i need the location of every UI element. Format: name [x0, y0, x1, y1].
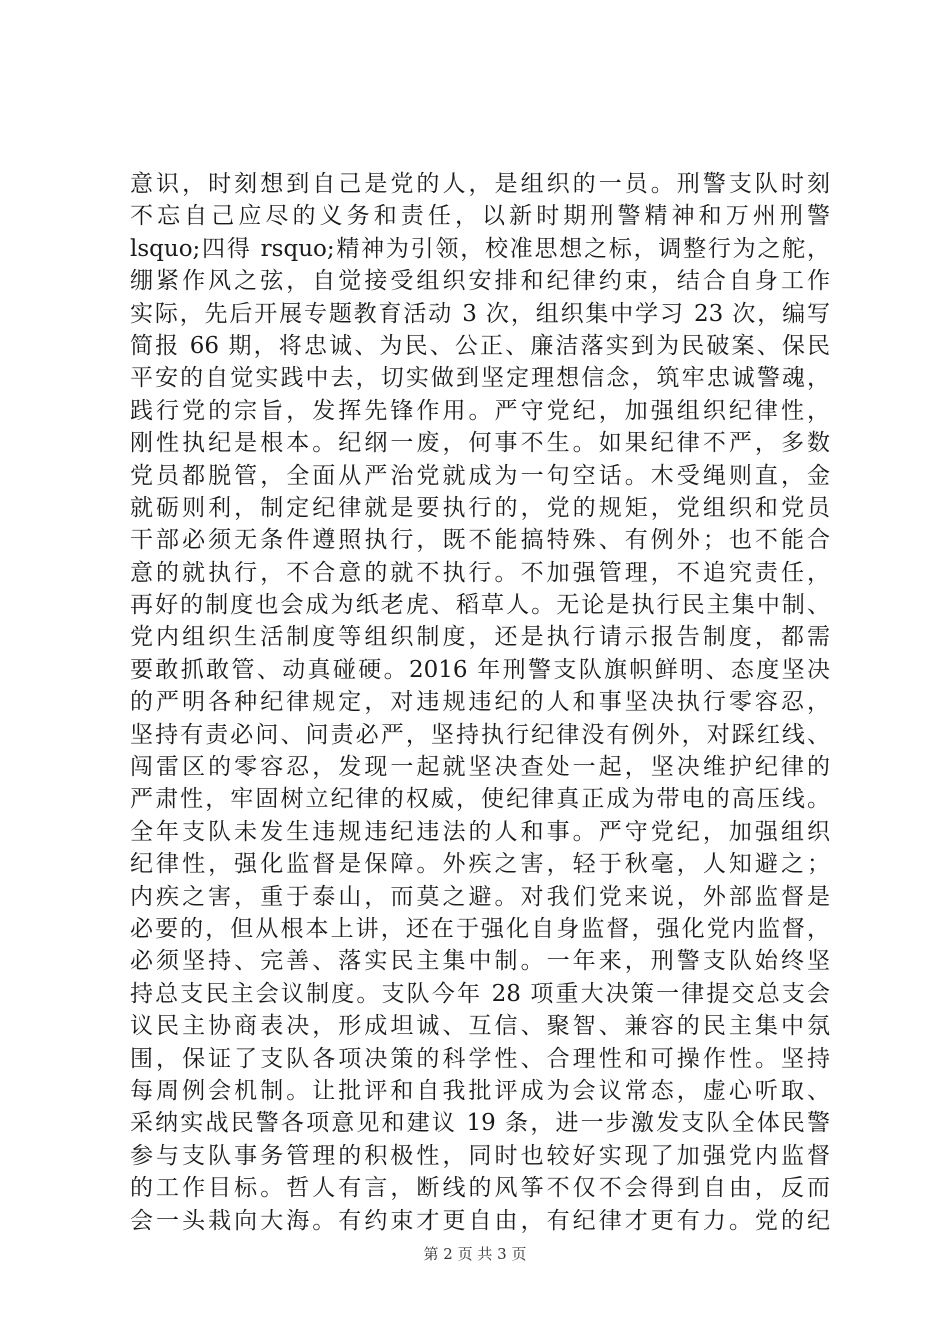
text-line: 践行党的宗旨，发挥先锋作用。严守党纪，加强组织纪律性，	[130, 397, 830, 424]
text-line: 内疾之害，重于泰山，而莫之避。对我们党来说，外部监督是	[130, 883, 830, 910]
text-line: 会一头栽向大海。有约束才更自由，有纪律才更有力。党的纪	[130, 1207, 830, 1234]
text-line: 必须坚持、完善、落实民主集中制。一年来，刑警支队始终坚	[130, 948, 830, 975]
text-line: 要敢抓敢管、动真碰硬。2016 年刑警支队旗帜鲜明、态度坚决	[130, 656, 830, 683]
text-line: 每周例会机制。让批评和自我批评成为会议常态，虚心听取、	[130, 1077, 830, 1104]
text-line: 围，保证了支队各项决策的科学性、合理性和可操作性。坚持	[130, 1045, 830, 1072]
text-line: 实际，先后开展专题教育活动 3 次，组织集中学习 23 次，编写	[130, 300, 830, 327]
text-line: 的严明各种纪律规定，对违规违纪的人和事坚决执行零容忍，	[130, 689, 830, 716]
text-line: 党内组织生活制度等组织制度，还是执行请示报告制度，都需	[130, 624, 830, 651]
text-line: 意的就执行，不合意的就不执行。不加强管理，不追究责任，	[130, 559, 830, 586]
text-line: lsquo;四得 rsquo;精神为引领，校准思想之标，调整行为之舵，	[130, 235, 830, 262]
text-line: 参与支队事务管理的积极性，同时也较好实现了加强党内监督	[130, 1142, 830, 1169]
text-line: 全年支队未发生违规违纪违法的人和事。严守党纪，加强组织	[130, 818, 830, 845]
text-line: 持总支民主会议制度。支队今年 28 项重大决策一律提交总支会	[130, 980, 830, 1007]
text-line: 平安的自觉实践中去，切实做到坚定理想信念，筑牢忠诚警魂，	[130, 365, 830, 392]
text-line: 议民主协商表决，形成坦诚、互信、聚智、兼容的民主集中氛	[130, 1013, 830, 1040]
text-line: 意识，时刻想到自己是党的人，是组织的一员。刑警支队时刻	[130, 171, 830, 197]
text-line: 简报 66 期，将忠诚、为民、公正、廉洁落实到为民破案、保民	[130, 332, 830, 359]
text-line: 就砺则利，制定纪律就是要执行的，党的规矩，党组织和党员	[130, 494, 830, 521]
text-line: 绷紧作风之弦，自觉接受组织安排和纪律约束，结合自身工作	[130, 268, 830, 295]
text-line: 党员都脱管，全面从严治党就成为一句空话。木受绳则直，金	[130, 462, 830, 489]
text-line: 再好的制度也会成为纸老虎、稻草人。无论是执行民主集中制、	[130, 592, 830, 619]
text-line: 严肃性，牢固树立纪律的权威，使纪律真正成为带电的高压线。	[130, 786, 830, 813]
body-text	[130, 168, 830, 1237]
text-line: 的工作目标。哲人有言，断线的风筝不仅不会得到自由，反而	[130, 1175, 830, 1202]
page-number-footer: 第 2 页 共 3 页	[423, 1245, 527, 1263]
text-line: 不忘自己应尽的义务和责任，以新时期刑警精神和万州刑警	[130, 203, 830, 230]
text-line: 坚持有责必问、问责必严，坚持执行纪律没有例外，对踩红线、	[130, 721, 830, 748]
text-line: 采纳实战民警各项意见和建议 19 条，进一步激发支队全体民警	[130, 1110, 830, 1137]
text-line: 纪律性，强化监督是保障。外疾之害，轻于秋毫，人知避之；	[130, 851, 830, 878]
text-line: 必要的，但从根本上讲，还在于强化自身监督，强化党内监督，	[130, 915, 830, 942]
text-line: 刚性执纪是根本。纪纲一废，何事不生。如果纪律不严，多数	[130, 430, 830, 457]
text-line: 闯雷区的零容忍，发现一起就坚决查处一起，坚决维护纪律的	[130, 754, 830, 781]
text-line: 干部必须无条件遵照执行，既不能搞特殊、有例外；也不能合	[130, 527, 830, 554]
